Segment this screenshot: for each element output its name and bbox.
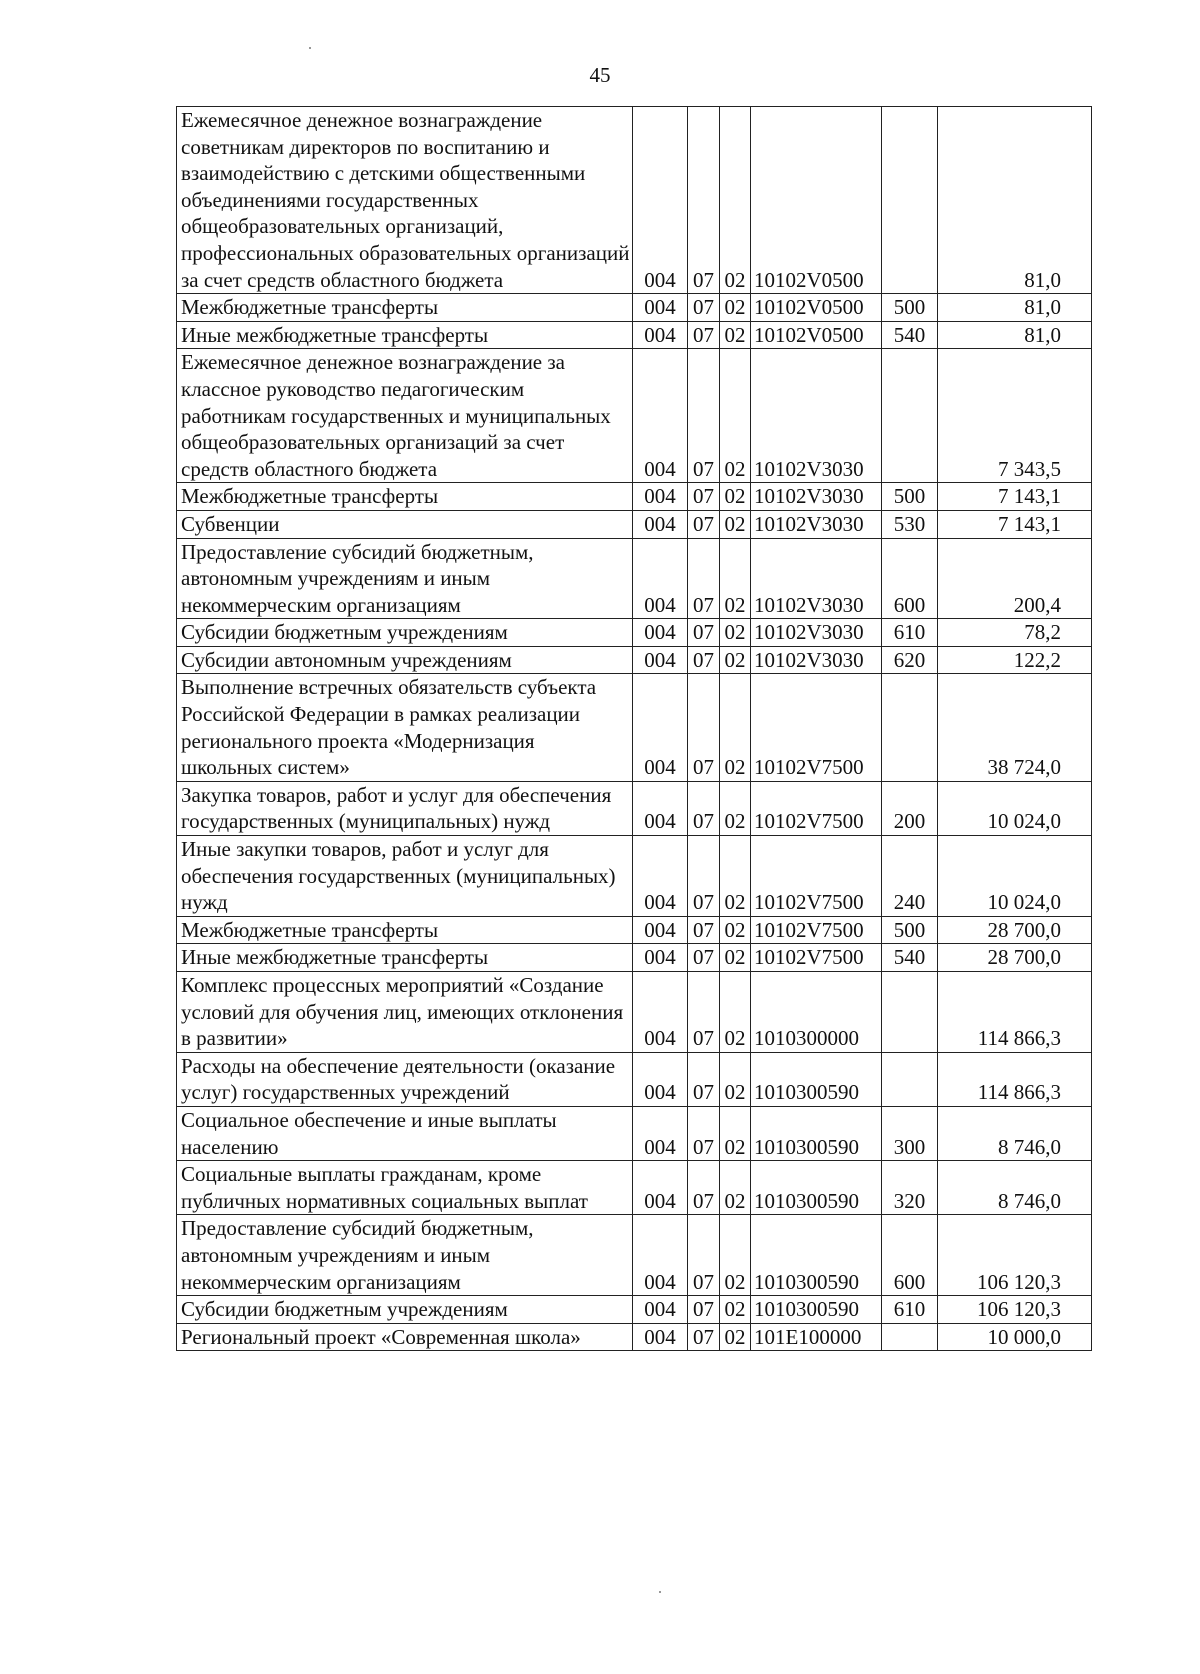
row-amount: 7 143,1 — [938, 510, 1092, 538]
row-rz-code: 07 — [688, 321, 720, 349]
table-row — [177, 1323, 1092, 1351]
row-amount: 81,0 — [938, 321, 1092, 349]
row-gr-code: 004 — [633, 1161, 688, 1215]
row-name: Расходы на обеспечение деятельности (оказание услуг) государственных учреждений — [177, 1052, 633, 1106]
row-name: Социальные выплаты гражданам, кроме публичных нормативных социальных выплат — [177, 1161, 633, 1215]
row-name: Межбюджетные трансферты — [177, 294, 633, 322]
row-csr-code: 1010300000 — [751, 972, 882, 1053]
row-vr-code — [882, 972, 938, 1053]
scan-speck — [659, 1591, 661, 1593]
row-pr-code: 02 — [720, 781, 751, 835]
row-rz-code: 07 — [688, 349, 720, 483]
row-name: Межбюджетные трансферты — [177, 916, 633, 944]
row-name: Социальное обеспечение и иные выплаты населению — [177, 1106, 633, 1160]
row-name: Ежемесячное денежное вознаграждение за классное руководство педагогическим работникам государственных и муниципальных общеобразовательных организаций за счет средств областного бюджета — [177, 349, 633, 483]
budget-table — [176, 106, 1092, 1351]
row-pr-code: 02 — [720, 483, 751, 511]
table-row — [177, 321, 1092, 349]
row-gr-code: 004 — [633, 781, 688, 835]
row-gr-code: 004 — [633, 972, 688, 1053]
row-pr-code: 02 — [720, 944, 751, 972]
row-amount: 28 700,0 — [938, 944, 1092, 972]
row-vr-code: 610 — [882, 1296, 938, 1324]
row-gr-code: 004 — [633, 944, 688, 972]
row-rz-code: 07 — [688, 294, 720, 322]
row-vr-code — [882, 107, 938, 294]
row-csr-code: 101E100000 — [751, 1323, 882, 1351]
row-pr-code: 02 — [720, 1296, 751, 1324]
row-vr-code — [882, 1323, 938, 1351]
row-name: Региональный проект «Современная школа» — [177, 1323, 633, 1351]
row-gr-code: 004 — [633, 538, 688, 619]
row-csr-code: 10102V7500 — [751, 674, 882, 781]
row-vr-code: 300 — [882, 1106, 938, 1160]
table-row — [177, 294, 1092, 322]
row-csr-code: 10102V7500 — [751, 781, 882, 835]
row-gr-code: 004 — [633, 1323, 688, 1351]
table-row — [177, 1106, 1092, 1160]
row-gr-code: 004 — [633, 1215, 688, 1296]
row-csr-code: 1010300590 — [751, 1296, 882, 1324]
row-gr-code: 004 — [633, 646, 688, 674]
row-vr-code: 500 — [882, 916, 938, 944]
row-pr-code: 02 — [720, 1215, 751, 1296]
row-vr-code: 240 — [882, 836, 938, 917]
table-row — [177, 1161, 1092, 1215]
row-amount: 38 724,0 — [938, 674, 1092, 781]
table-row — [177, 972, 1092, 1053]
row-amount: 81,0 — [938, 294, 1092, 322]
row-amount: 8 746,0 — [938, 1161, 1092, 1215]
row-amount: 8 746,0 — [938, 1106, 1092, 1160]
row-name: Иные межбюджетные трансферты — [177, 944, 633, 972]
row-vr-code: 540 — [882, 321, 938, 349]
row-rz-code: 07 — [688, 646, 720, 674]
row-vr-code: 500 — [882, 294, 938, 322]
table-row — [177, 1215, 1092, 1296]
row-rz-code: 07 — [688, 1215, 720, 1296]
row-csr-code: 10102V7500 — [751, 916, 882, 944]
row-rz-code: 07 — [688, 1052, 720, 1106]
row-amount: 10 024,0 — [938, 836, 1092, 917]
table-row — [177, 510, 1092, 538]
table-row — [177, 646, 1092, 674]
row-vr-code — [882, 349, 938, 483]
row-pr-code: 02 — [720, 972, 751, 1053]
row-rz-code: 07 — [688, 619, 720, 647]
row-vr-code: 500 — [882, 483, 938, 511]
row-rz-code: 07 — [688, 836, 720, 917]
table-row — [177, 538, 1092, 619]
row-name: Иные закупки товаров, работ и услуг для обеспечения государственных (муниципальных) нужд — [177, 836, 633, 917]
row-gr-code: 004 — [633, 321, 688, 349]
row-rz-code: 07 — [688, 1296, 720, 1324]
row-name: Субвенции — [177, 510, 633, 538]
row-name: Субсидии бюджетным учреждениям — [177, 1296, 633, 1324]
table-row — [177, 781, 1092, 835]
table-row — [177, 107, 1092, 294]
row-vr-code: 600 — [882, 538, 938, 619]
row-amount: 10 000,0 — [938, 1323, 1092, 1351]
row-gr-code: 004 — [633, 674, 688, 781]
row-csr-code: 10102V7500 — [751, 836, 882, 917]
row-csr-code: 10102V3030 — [751, 619, 882, 647]
row-vr-code: 200 — [882, 781, 938, 835]
row-gr-code: 004 — [633, 107, 688, 294]
row-gr-code: 004 — [633, 1296, 688, 1324]
row-vr-code: 320 — [882, 1161, 938, 1215]
row-gr-code: 004 — [633, 1052, 688, 1106]
row-rz-code: 07 — [688, 674, 720, 781]
row-pr-code: 02 — [720, 107, 751, 294]
row-amount: 78,2 — [938, 619, 1092, 647]
row-rz-code: 07 — [688, 1161, 720, 1215]
row-amount: 28 700,0 — [938, 916, 1092, 944]
row-amount: 114 866,3 — [938, 1052, 1092, 1106]
row-name: Межбюджетные трансферты — [177, 483, 633, 511]
table-row — [177, 916, 1092, 944]
row-pr-code: 02 — [720, 349, 751, 483]
row-amount: 106 120,3 — [938, 1215, 1092, 1296]
row-gr-code: 004 — [633, 1106, 688, 1160]
row-name: Комплекс процессных мероприятий «Создание условий для обучения лиц, имеющих отклонения в развитии» — [177, 972, 633, 1053]
row-rz-code: 07 — [688, 510, 720, 538]
row-vr-code — [882, 674, 938, 781]
row-vr-code — [882, 1052, 938, 1106]
row-rz-code: 07 — [688, 781, 720, 835]
row-rz-code: 07 — [688, 916, 720, 944]
row-csr-code: 10102V3030 — [751, 510, 882, 538]
row-amount: 10 024,0 — [938, 781, 1092, 835]
row-rz-code: 07 — [688, 1106, 720, 1160]
row-pr-code: 02 — [720, 1106, 751, 1160]
row-csr-code: 10102V3030 — [751, 646, 882, 674]
row-csr-code: 10102V0500 — [751, 321, 882, 349]
row-pr-code: 02 — [720, 674, 751, 781]
row-pr-code: 02 — [720, 646, 751, 674]
row-amount: 7 343,5 — [938, 349, 1092, 483]
row-gr-code: 004 — [633, 349, 688, 483]
table-row — [177, 1296, 1092, 1324]
row-amount: 114 866,3 — [938, 972, 1092, 1053]
row-pr-code: 02 — [720, 916, 751, 944]
row-pr-code: 02 — [720, 510, 751, 538]
row-pr-code: 02 — [720, 619, 751, 647]
row-amount: 122,2 — [938, 646, 1092, 674]
row-rz-code: 07 — [688, 972, 720, 1053]
table-row — [177, 674, 1092, 781]
row-gr-code: 004 — [633, 916, 688, 944]
table-body — [177, 107, 1092, 1351]
row-name: Ежемесячное денежное вознаграждение советникам директоров по воспитанию и взаимодействию с детскими общественными объединениями государственных общеобразовательных организаций, профессиональных образовательных организаций за счет средств областного бюджета — [177, 107, 633, 294]
row-rz-code: 07 — [688, 944, 720, 972]
row-name: Иные межбюджетные трансферты — [177, 321, 633, 349]
row-name: Субсидии автономным учреждениям — [177, 646, 633, 674]
table-row — [177, 836, 1092, 917]
page-number: 45 — [589, 63, 611, 87]
table-row — [177, 944, 1092, 972]
table-row — [177, 619, 1092, 647]
row-vr-code: 610 — [882, 619, 938, 647]
row-vr-code: 530 — [882, 510, 938, 538]
row-name: Предоставление субсидий бюджетным, автономным учреждениям и иным некоммерческим организациям — [177, 1215, 633, 1296]
row-rz-code: 07 — [688, 483, 720, 511]
row-rz-code: 07 — [688, 1323, 720, 1351]
row-amount: 7 143,1 — [938, 483, 1092, 511]
table-row — [177, 1052, 1092, 1106]
row-csr-code: 10102V3030 — [751, 349, 882, 483]
row-pr-code: 02 — [720, 1052, 751, 1106]
row-name: Выполнение встречных обязательств субъекта Российской Федерации в рамках реализации регионального проекта «Модернизация школьных систем» — [177, 674, 633, 781]
row-gr-code: 004 — [633, 294, 688, 322]
row-csr-code: 10102V0500 — [751, 107, 882, 294]
row-vr-code: 600 — [882, 1215, 938, 1296]
row-csr-code: 10102V3030 — [751, 538, 882, 619]
row-vr-code: 540 — [882, 944, 938, 972]
row-amount: 200,4 — [938, 538, 1092, 619]
table-row — [177, 349, 1092, 483]
row-name: Субсидии бюджетным учреждениям — [177, 619, 633, 647]
row-gr-code: 004 — [633, 619, 688, 647]
row-pr-code: 02 — [720, 1161, 751, 1215]
row-gr-code: 004 — [633, 836, 688, 917]
row-csr-code: 1010300590 — [751, 1106, 882, 1160]
row-pr-code: 02 — [720, 538, 751, 619]
row-amount: 81,0 — [938, 107, 1092, 294]
table-row — [177, 483, 1092, 511]
row-pr-code: 02 — [720, 321, 751, 349]
row-rz-code: 07 — [688, 538, 720, 619]
row-name: Закупка товаров, работ и услуг для обеспечения государственных (муниципальных) нужд — [177, 781, 633, 835]
row-csr-code: 1010300590 — [751, 1215, 882, 1296]
row-pr-code: 02 — [720, 294, 751, 322]
row-name: Предоставление субсидий бюджетным, автономным учреждениям и иным некоммерческим организациям — [177, 538, 633, 619]
row-csr-code: 10102V3030 — [751, 483, 882, 511]
row-csr-code: 1010300590 — [751, 1161, 882, 1215]
row-csr-code: 1010300590 — [751, 1052, 882, 1106]
row-pr-code: 02 — [720, 1323, 751, 1351]
row-pr-code: 02 — [720, 836, 751, 917]
row-vr-code: 620 — [882, 646, 938, 674]
row-csr-code: 10102V0500 — [751, 294, 882, 322]
row-csr-code: 10102V7500 — [751, 944, 882, 972]
row-rz-code: 07 — [688, 107, 720, 294]
scan-speck — [309, 47, 311, 49]
row-amount: 106 120,3 — [938, 1296, 1092, 1324]
row-gr-code: 004 — [633, 510, 688, 538]
row-gr-code: 004 — [633, 483, 688, 511]
